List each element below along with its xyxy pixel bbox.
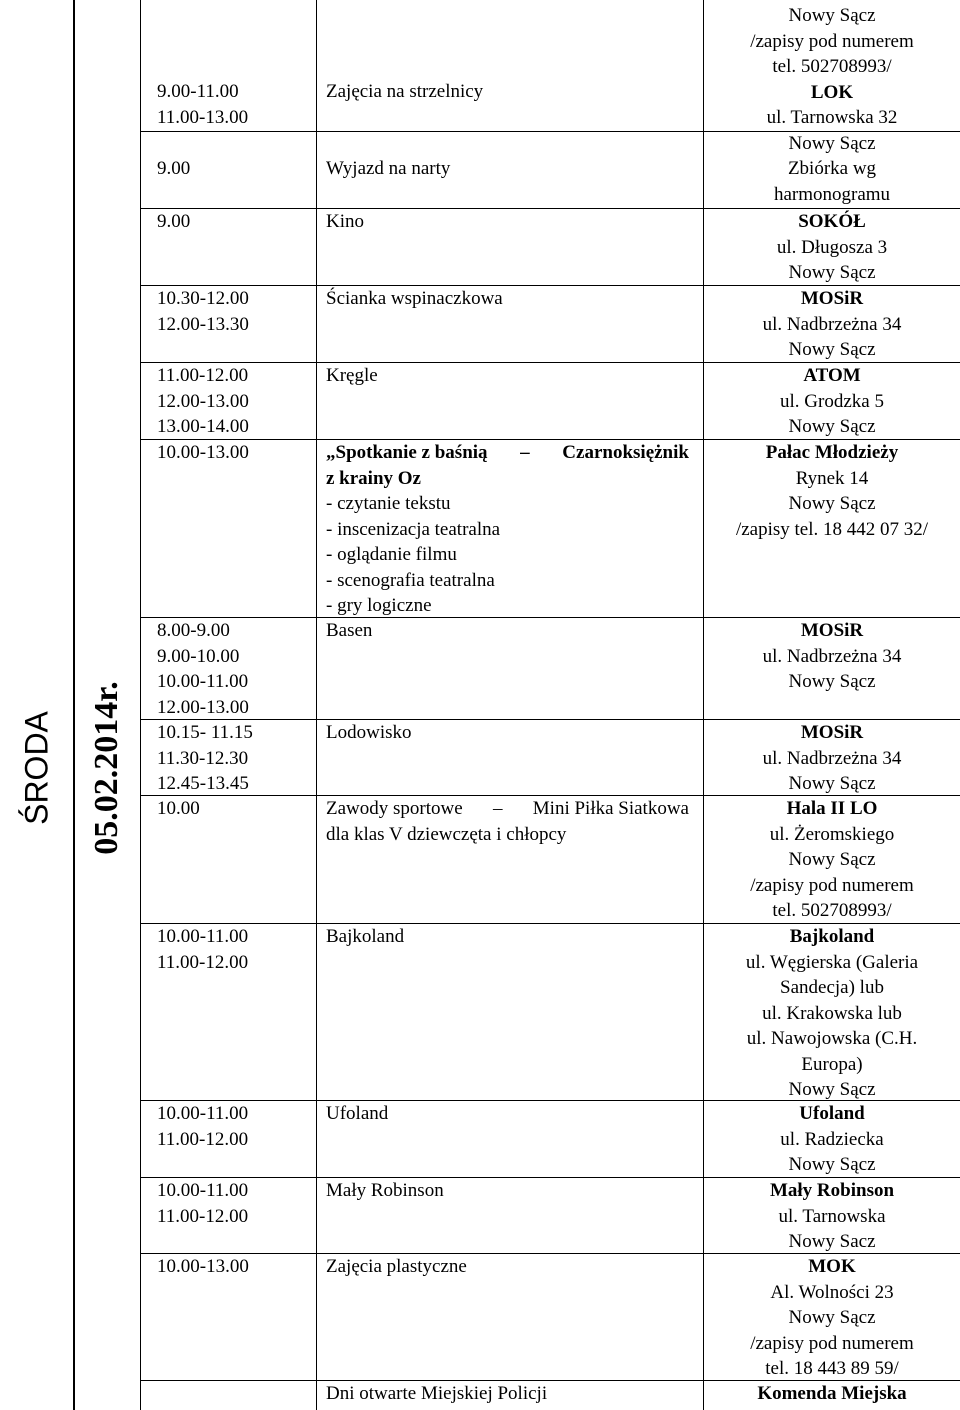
place-line: Nowy Sącz xyxy=(788,849,876,870)
place-line: Nowy Sącz xyxy=(788,1154,876,1175)
place-line: Nowy Sącz xyxy=(788,1079,876,1100)
place-line: ul. Tarnowska 32 xyxy=(766,107,898,128)
time-slot: 11.00-12.00 xyxy=(157,1128,249,1150)
time-slot: 11.00-13.00 xyxy=(157,106,249,128)
activity-title-part: Czarnoksiężnik xyxy=(562,442,689,463)
place-line: Nowy Sącz xyxy=(788,493,876,514)
place-line: tel. 18 443 89 59/ xyxy=(765,1358,899,1379)
activity-name: Ścianka wspinaczkowa xyxy=(326,288,503,309)
place-line: Sandecja) lub xyxy=(780,977,884,998)
place-line: ul. Nawojowska (C.H. xyxy=(746,1028,918,1049)
activity-item: - czytanie tekstu xyxy=(326,493,451,514)
place-cell xyxy=(704,440,960,617)
activity-title-part: „Spotkanie z baśnią xyxy=(326,442,488,463)
place-cell xyxy=(704,796,960,923)
schedule-table xyxy=(140,0,960,1410)
place-line: Nowy Sącz xyxy=(788,671,876,692)
time-cell xyxy=(140,1381,317,1410)
activity-name xyxy=(326,796,689,822)
table-row xyxy=(140,0,960,154)
activity-cell xyxy=(317,363,704,439)
activity-cell xyxy=(317,1178,704,1253)
place-cell xyxy=(704,286,960,362)
time-cell xyxy=(140,720,317,795)
table-row xyxy=(140,1178,960,1254)
place-line: ul. Radziecka xyxy=(780,1128,884,1150)
time-slot: 10.00-11.00 xyxy=(157,671,249,692)
time-slot: 9.00-11.00 xyxy=(157,81,239,102)
table-row xyxy=(140,1254,960,1381)
place-cell xyxy=(704,209,960,285)
place-line: ul. Nadbrzeżna 34 xyxy=(762,313,902,335)
place-cell xyxy=(704,1101,960,1177)
place-line: tel. 502708993/ xyxy=(772,56,892,77)
time-slot: 9.00 xyxy=(157,158,191,179)
activity-cell xyxy=(317,1254,704,1380)
activity-name: Basen xyxy=(326,620,373,641)
place-line: Nowy Sącz xyxy=(788,262,876,283)
day-column xyxy=(0,0,141,1410)
place-line: ul. Grodzka 5 xyxy=(780,390,884,412)
activity-name: Ufoland xyxy=(326,1103,389,1124)
time-cell xyxy=(140,1254,317,1380)
day-label: ŚRODA xyxy=(18,711,55,825)
time-cell xyxy=(140,618,317,719)
activity-name: Bajkoland xyxy=(326,926,405,947)
place-line: Nowy Sącz xyxy=(788,132,876,154)
place-line: ul. Krakowska lub xyxy=(762,1002,902,1024)
place-line: Al. Wolności 23 xyxy=(770,1281,894,1303)
time-slot: 11.30-12.30 xyxy=(157,747,249,769)
place-line: /zapisy pod numerem xyxy=(750,874,914,896)
activity-name: Wyjazd na narty xyxy=(326,158,451,179)
activity-item: - gry logiczne xyxy=(326,595,432,616)
time-slot: 12.00-13.30 xyxy=(157,313,249,335)
place-line: Nowy Sącz xyxy=(788,339,876,360)
activity-name: Kręgle xyxy=(326,365,378,386)
table-row xyxy=(140,440,960,618)
activity-name: Zajęcia plastyczne xyxy=(326,1256,467,1277)
time-slot: 12.00-13.00 xyxy=(157,390,249,412)
place-cell xyxy=(704,363,960,439)
time-slot: 10.00-13.00 xyxy=(157,442,249,463)
time-cell xyxy=(140,796,317,923)
place-line: /zapisy pod numerem xyxy=(750,30,914,52)
table-row xyxy=(140,924,960,1101)
place-line: Nowy Sącz xyxy=(788,416,876,437)
table-row xyxy=(140,209,960,286)
time-slot: 11.00-12.00 xyxy=(157,1205,249,1227)
place-line: ul. Nadbrzeżna 34 xyxy=(762,645,902,667)
time-cell xyxy=(140,286,317,362)
place-line: Zbiórka wg xyxy=(787,158,877,179)
time-slot: 10.00-11.00 xyxy=(157,926,249,947)
activity-title xyxy=(326,440,689,466)
time-slot: 12.45-13.45 xyxy=(157,773,249,794)
time-slot: 10.00-13.00 xyxy=(157,1256,249,1277)
activity-cell xyxy=(317,440,704,617)
activity-cell xyxy=(317,209,704,285)
time-slot: 13.00-14.00 xyxy=(157,416,249,437)
activity-item: - inscenizacja teatralna xyxy=(326,518,501,540)
place-name: Mały Robinson xyxy=(769,1180,895,1201)
place-name: MOSiR xyxy=(800,620,864,641)
activity-cell xyxy=(317,1381,704,1410)
place-name: LOK xyxy=(810,81,854,103)
time-slot: 8.00-9.00 xyxy=(157,620,230,641)
date-label: 05.02.2014r. xyxy=(88,681,125,855)
time-cell xyxy=(140,0,317,131)
place-line: Nowy Sącz xyxy=(788,773,876,794)
place-cell xyxy=(704,1381,960,1410)
place-name: Bajkoland xyxy=(789,926,875,947)
activity-cell xyxy=(317,796,704,923)
place-cell xyxy=(704,618,960,719)
activity-cell xyxy=(317,0,704,131)
activity-name-part: Zawody sportowe xyxy=(326,798,463,819)
place-line: harmonogramu xyxy=(773,183,891,205)
time-slot: 11.00-12.00 xyxy=(157,365,249,386)
time-slot: 10.15- 11.15 xyxy=(157,722,253,743)
place-cell xyxy=(704,0,960,154)
activity-item: - scenografia teatralna xyxy=(326,569,495,591)
activity-name: Kino xyxy=(326,211,364,232)
activity-name: Mały Robinson xyxy=(326,1180,444,1201)
activity-item: - oglądanie filmu xyxy=(326,544,457,565)
place-cell xyxy=(704,1254,960,1380)
place-name: MOSiR xyxy=(800,288,864,309)
table-row xyxy=(140,286,960,363)
table-row xyxy=(140,1381,960,1410)
activity-title-dash: – xyxy=(520,442,530,463)
place-line: ul. Żeromskiego xyxy=(769,823,895,845)
place-name: SOKÓŁ xyxy=(798,211,866,232)
place-name: ATOM xyxy=(803,365,861,386)
time-slot: 9.00 xyxy=(157,211,191,232)
column-divider xyxy=(73,0,75,1410)
time-slot: 10.00-11.00 xyxy=(157,1180,249,1201)
place-name: Pałac Młodzieży xyxy=(765,442,899,463)
place-name: Ufoland xyxy=(799,1103,865,1124)
time-slot: 10.30-12.00 xyxy=(157,288,249,309)
place-name: Hala II LO xyxy=(786,798,878,819)
activity-title: z krainy Oz xyxy=(326,467,421,489)
time-slot: 12.00-13.00 xyxy=(157,696,249,718)
place-line: ul. Długosza 3 xyxy=(776,236,888,258)
activity-name: Lodowisko xyxy=(326,722,412,743)
activity-name: Dni otwarte Miejskiej Policji xyxy=(326,1383,548,1404)
place-line: ul. Węgierska (Galeria xyxy=(745,951,919,973)
activity-name-part: Mini Piłka Siatkowa xyxy=(532,798,689,819)
place-line: Nowy Sącz xyxy=(788,5,876,26)
place-cell xyxy=(704,1178,960,1253)
activity-cell xyxy=(317,1101,704,1177)
table-row xyxy=(140,132,960,209)
activity-cell xyxy=(317,618,704,719)
place-line: /zapisy pod numerem xyxy=(750,1332,914,1354)
place-line: Nowy Sacz xyxy=(788,1231,876,1252)
place-line: ul. Tarnowska xyxy=(778,1205,886,1227)
place-line: Nowy Sącz xyxy=(788,1307,876,1328)
place-line: Rynek 14 xyxy=(795,467,869,489)
activity-cell xyxy=(317,924,704,1100)
place-cell xyxy=(704,132,960,208)
activity-cell xyxy=(317,132,704,208)
time-cell xyxy=(140,1101,317,1177)
time-slot: 10.00-11.00 xyxy=(157,1103,249,1124)
time-slot: 9.00-10.00 xyxy=(157,645,240,667)
time-cell xyxy=(140,209,317,285)
place-cell xyxy=(704,720,960,795)
time-cell xyxy=(140,440,317,617)
time-cell xyxy=(140,924,317,1100)
activity-name: Zajęcia na strzelnicy xyxy=(326,81,484,102)
place-line: Europa) xyxy=(801,1053,863,1075)
place-line: /zapisy tel. 18 442 07 32/ xyxy=(735,518,929,540)
table-row xyxy=(140,1101,960,1178)
activity-name: dla klas V dziewczęta i chłopcy xyxy=(326,823,567,845)
place-line: ul. Nadbrzeżna 34 xyxy=(762,747,902,769)
table-row xyxy=(140,720,960,796)
table-row xyxy=(140,618,960,720)
place-name: MOK xyxy=(808,1256,856,1277)
place-cell xyxy=(704,924,960,1100)
time-cell xyxy=(140,1178,317,1253)
time-cell xyxy=(140,132,317,208)
table-row xyxy=(140,796,960,924)
activity-cell xyxy=(317,286,704,362)
place-name: Komenda Miejska xyxy=(757,1383,907,1404)
place-line: tel. 502708993/ xyxy=(772,900,892,921)
activity-cell xyxy=(317,720,704,795)
activity-name-dash: – xyxy=(492,798,503,819)
table-row xyxy=(140,363,960,440)
place-name: MOSiR xyxy=(800,722,864,743)
time-cell xyxy=(140,363,317,439)
time-slot: 11.00-12.00 xyxy=(157,951,249,973)
time-slot: 10.00 xyxy=(157,798,200,819)
